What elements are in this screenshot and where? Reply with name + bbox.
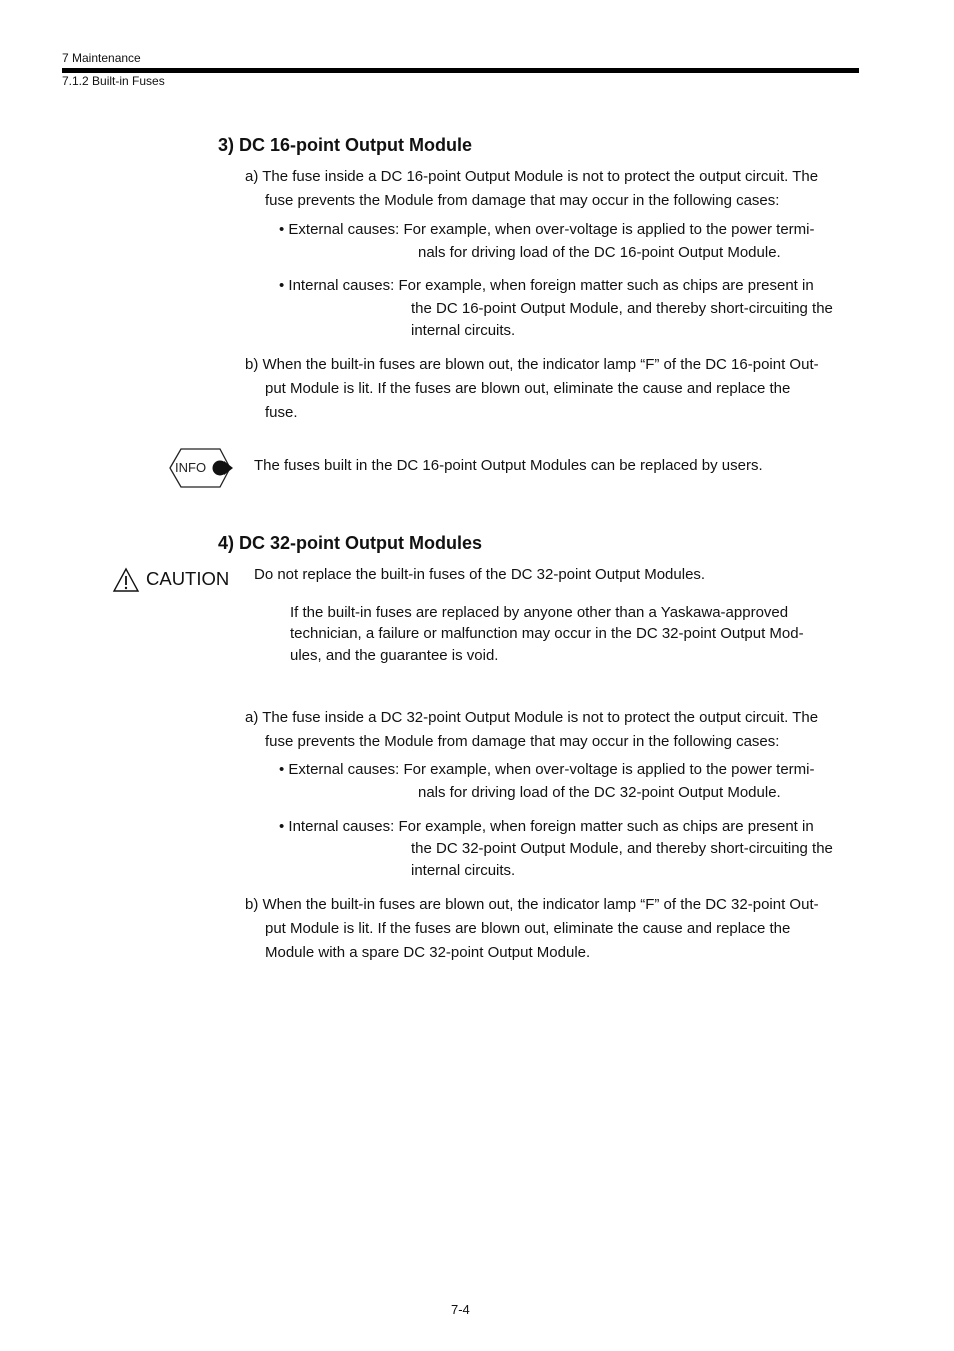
sec3-internal-line1: • Internal causes: For example, when foreign matter such as chips are present in bbox=[279, 277, 814, 294]
svg-text:INFO bbox=[175, 460, 206, 475]
caution-detail-line2: technician, a failure or malfunction may occur in the DC 32-point Output Mod- bbox=[290, 625, 804, 642]
sec4-b-line2: put Module is lit. If the fuses are blown out, eliminate the cause and replace the bbox=[265, 920, 791, 937]
sec3-internal-line2: the DC 16-point Output Module, and thereby short-circuiting the bbox=[411, 300, 833, 317]
sec3-internal-line3: internal circuits. bbox=[411, 322, 516, 339]
sec4-b-line3: Module with a spare DC 32-point Output Module. bbox=[265, 944, 591, 961]
sec4-a-line1: a) The fuse inside a DC 32-point Output Module is not to protect the output circuit. The bbox=[245, 709, 819, 726]
info-icon bbox=[168, 447, 236, 489]
sec4-a-line2: fuse prevents the Module from damage that may occur in the following cases: bbox=[265, 733, 780, 750]
caution-label: CAUTION bbox=[146, 568, 230, 589]
page-number: 7-4 bbox=[451, 1302, 470, 1317]
sec3-b-line3: fuse. bbox=[265, 404, 298, 421]
header-section: 7.1.2 Built-in Fuses bbox=[62, 74, 165, 88]
sec3-external-line2: nals for driving load of the DC 16-point Output Module. bbox=[418, 244, 781, 261]
sec3-a-line1: a) The fuse inside a DC 16-point Output Module is not to protect the output circuit. The bbox=[245, 168, 819, 185]
sec4-internal-line2: the DC 32-point Output Module, and thereby short-circuiting the bbox=[411, 840, 833, 857]
warning-triangle-icon bbox=[112, 567, 140, 593]
sec3-external-line1: • External causes: For example, when over-voltage is applied to the power termi- bbox=[279, 221, 815, 238]
caution-detail-line3: ules, and the guarantee is void. bbox=[290, 647, 499, 664]
info-text: The fuses built in the DC 16-point Output Modules can be replaced by users. bbox=[254, 457, 763, 474]
sec3-b-line2: put Module is lit. If the fuses are blown out, eliminate the cause and replace the bbox=[265, 380, 791, 397]
sec3-b-line1: b) When the built-in fuses are blown out, the indicator lamp “F” of the DC 16-point Out- bbox=[245, 356, 819, 373]
section-4-heading: 4) DC 32-point Output Modules bbox=[218, 533, 482, 553]
sec4-external-line2: nals for driving load of the DC 32-point Output Module. bbox=[418, 784, 781, 801]
sec4-external-line1: • External causes: For example, when over-voltage is applied to the power termi- bbox=[279, 761, 815, 778]
sec4-internal-line1: • Internal causes: For example, when foreign matter such as chips are present in bbox=[279, 818, 814, 835]
sec4-b-line1: b) When the built-in fuses are blown out, the indicator lamp “F” of the DC 32-point Out- bbox=[245, 896, 819, 913]
sec3-a-line2: fuse prevents the Module from damage that may occur in the following cases: bbox=[265, 192, 780, 209]
info-label: INFO bbox=[175, 460, 207, 475]
caution-main-text: Do not replace the built-in fuses of the DC 32-point Output Modules. bbox=[254, 566, 706, 583]
header-rule bbox=[62, 68, 859, 73]
sec4-internal-line3: internal circuits. bbox=[411, 862, 516, 879]
caution-detail-line1: If the built-in fuses are replaced by anyone other than a Yaskawa-approved bbox=[290, 604, 789, 621]
section-3-heading: 3) DC 16-point Output Module bbox=[218, 135, 472, 155]
header-chapter: 7 Maintenance bbox=[62, 51, 141, 65]
